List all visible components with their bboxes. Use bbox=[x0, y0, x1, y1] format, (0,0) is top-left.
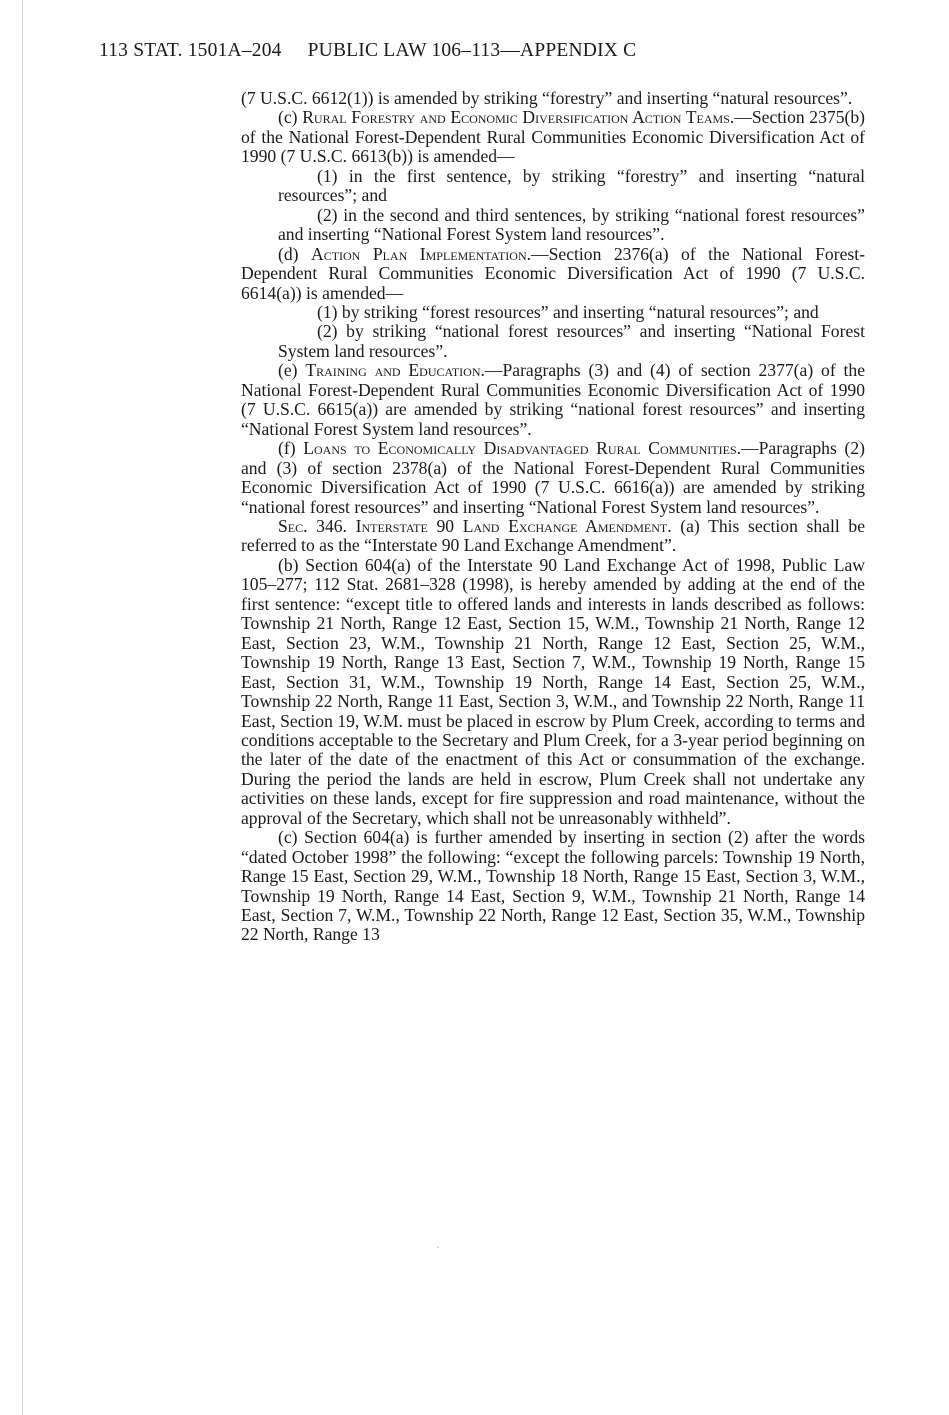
paragraph-sec-346: Sec. 346. Interstate 90 Land Exchange Amendment. (a) This section shall be referred to as the “Interstate 90 Land Exchange Amendment”. bbox=[241, 515, 866, 556]
paragraph-subsection-b: (b) Section 604(a) of the Interstate 90 Land Exchange Act of 1998, Public Law 105–277; 112 Stat. 2681–328 (1998), is hereby amended by adding at the end of the first sentence: “except title to offered lands and interests in lands described as follows: Township 21 North, Range 12 East, Section 15, W.M., Township 21 North, Range 12 East, Section 23, W.M., Township 21 North, Range 12 East, Section 25, W.M., Township 19 North, Range 13 East, Section 7, W.M., Township 19 North, Range 15 East, Section 31, W.M., Township 19 North, Range 14 East, Section 25, W.M., Township 22 North, Range 11 East, Section 3, W.M., and Township 22 North, Range 11 East, Section 19, W.M. must be placed in escrow by Plum Creek, according to terms and conditions acceptable to the Secretary and Plum Creek, for a 3-year period beginning on the later of the date of the enactment of this Act or consummation of the exchange. During the period the lands are held in escrow, Plum Creek shall not undertake any activities on these lands, except for fire suppression and road maintenance, without the approval of the Secretary, which shall not be unreasonably withheld”. bbox=[241, 554, 865, 828]
running-header bbox=[99, 40, 636, 62]
section-heading: Action Plan Implementation. bbox=[310, 243, 532, 264]
list-item: (1) in the first sentence, by striking “forestry” and inserting “natural resources”; and bbox=[278, 165, 865, 206]
paragraph-subsection-f: (f) Loans to Economically Disadvantaged Rural Communities.—Paragraphs (2) and (3) of section 2378(a) of the National Forest-Dependent Rural Communities Economic Diversification Act of 1990 (7 U.S.C. 6616(a)) are amended by striking “national forest resources” and inserting “National Forest System land resources”. bbox=[241, 438, 865, 517]
paragraph-0: (7 U.S.C. 6612(1)) is amended by striking “forestry” and inserting “natural resources”. bbox=[241, 88, 853, 108]
section-heading: Loans to Economically Disadvantaged Rural Communities. bbox=[303, 438, 742, 459]
paragraph-subsection-c: (c) Rural Forestry and Economic Diversification Action Teams.—Section 2375(b) of the National Forest-Dependent Rural Communities Economic Diversification Act of 1990 (7 U.S.C. 6613(b)) is amended— bbox=[241, 107, 866, 167]
header-title: PUBLIC LAW 106–113—APPENDIX C bbox=[307, 40, 637, 61]
document-body bbox=[241, 89, 865, 945]
page-scan-edge bbox=[22, 0, 23, 1415]
list-item: (2) by striking “national forest resources” and inserting “National Forest System land resources”. bbox=[278, 321, 865, 361]
list-item: (2) in the second and third sentences, by striking “national forest resources” and inserting “National Forest System land resources”. bbox=[278, 204, 865, 245]
statute-reference: 113 STAT. 1501A–204 bbox=[99, 40, 282, 61]
section-heading: Sec. 346. Interstate 90 Land Exchange Amendment. bbox=[278, 515, 672, 536]
scan-speck bbox=[437, 1246, 439, 1248]
paragraph-subsection-e: (e) Training and Education.—Paragraphs (3) and (4) of section 2377(a) of the National Forest-Dependent Rural Communities Economic Diversification Act of 1990 (7 U.S.C. 6615(a)) are amended by striking “national forest resources” and inserting “National Forest System land resources”. bbox=[241, 360, 865, 439]
paragraph-subsection-d: (d) Action Plan Implementation.—Section 2376(a) of the National Forest-Dependent Rural Communities Economic Diversification Act of 1990 (7 U.S.C. 6614(a)) is amended— bbox=[241, 243, 865, 303]
section-heading: Training and Education. bbox=[305, 360, 485, 381]
paragraph-subsection-c-2: (c) Section 604(a) is further amended by inserting in section (2) after the words “dated October 1998” the following: “except the following parcels: Township 19 North, Range 15 East, Section 29, W.M., Township 18 North, Range 15 East, Section 3, W.M., Township 19 North, Range 14 East, Section 9, W.M., Township 21 North, Range 14 East, Section 7, W.M., Township 22 North, Range 12 East, Section 35, W.M., Township 22 North, Range 13 bbox=[241, 827, 865, 945]
section-heading: Rural Forestry and Economic Diversification Action Teams. bbox=[302, 107, 735, 128]
list-item: (1) by striking “forest resources” and inserting “natural resources”; and bbox=[317, 301, 819, 322]
